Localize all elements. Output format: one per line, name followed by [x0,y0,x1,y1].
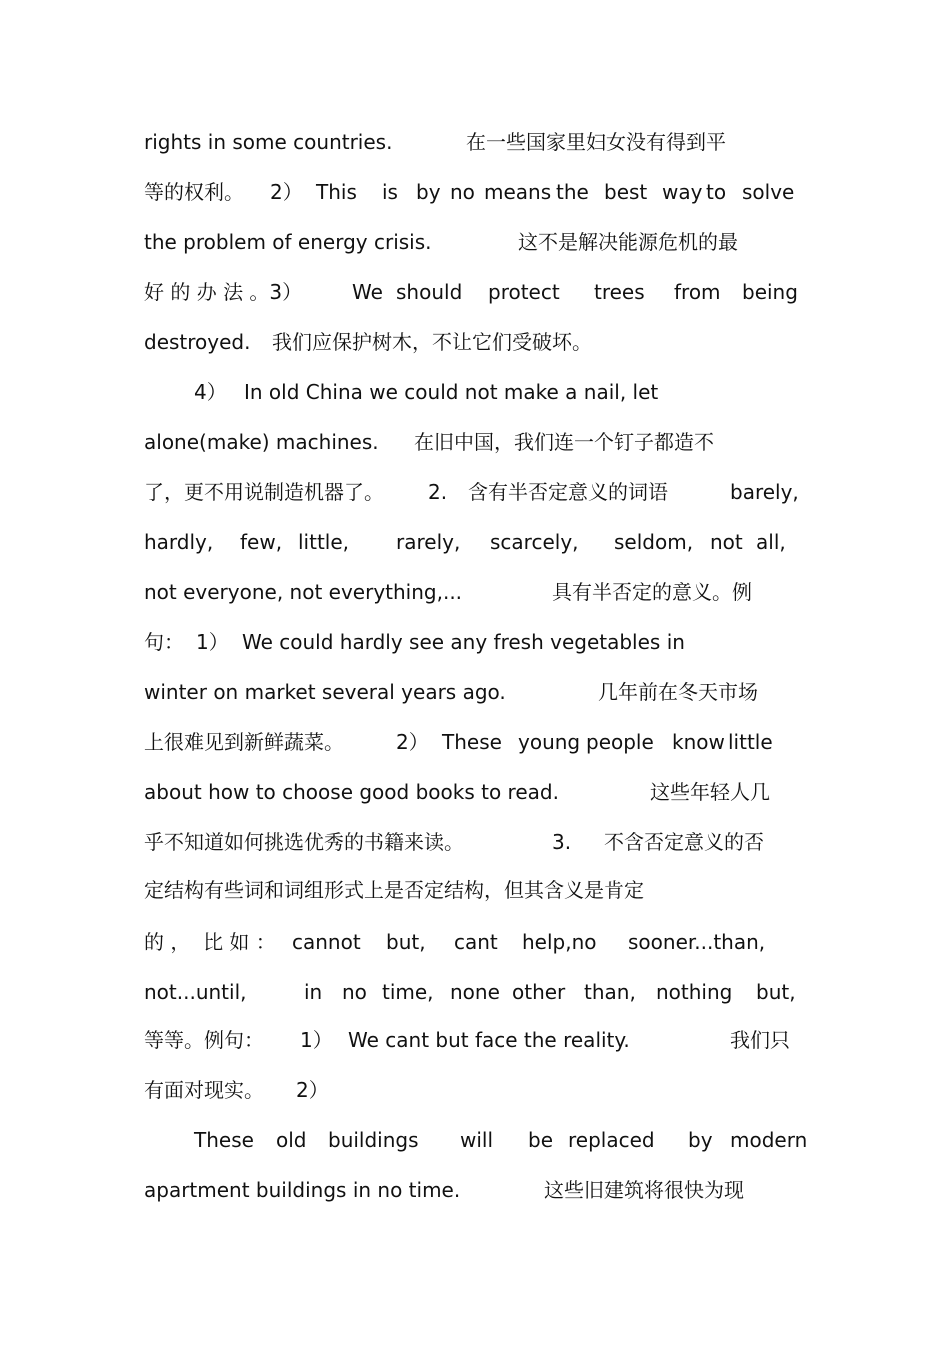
text-segment: being [742,280,798,304]
text-segment: 这些旧建筑将很快为现 [544,1178,744,1202]
text-segment: help,no [522,930,597,954]
text-segment: 这些年轻人几 [650,780,770,804]
text-segment: This [316,180,357,204]
text-segment: 这不是解决能源危机的最 [518,230,738,254]
text-segment: little [728,730,773,754]
text-segment: We could hardly see any fresh vegetables in [242,630,685,654]
text-segment: 有面对现实。 [144,1078,264,1102]
text-segment: than, [584,980,636,1004]
text-segment: seldom, [614,530,694,554]
text-segment: barely, [730,480,799,504]
text-segment: the problem of energy crisis. [144,230,432,254]
text-segment: buildings [328,1128,419,1152]
text-segment: 3. [552,830,572,854]
text-segment: old [276,1128,307,1152]
text-segment: 1） [196,630,229,654]
text-segment: scarcely, [490,530,579,554]
text-segment: is [382,180,398,204]
text-segment: hardly, [144,530,214,554]
text-segment: 我们只 [730,1028,790,1052]
text-segment: apartment buildings in no time. [144,1178,461,1202]
text-segment: 了，更不用说制造机器了。 [144,480,384,504]
text-segment: We [352,280,383,304]
text-segment: young [518,730,581,754]
text-segment: 4） [194,380,227,404]
text-segment: 上很难见到新鲜蔬菜。 [144,730,344,754]
text-segment: be [528,1128,553,1152]
text-segment: 的 ， 比 如 ： [144,930,276,954]
text-segment: protect [488,280,560,304]
text-segment: little, [298,530,350,554]
text-segment: 句： [144,630,184,654]
text-segment: 好 的 办 法 。3） [144,280,303,304]
text-segment: 2） [296,1078,329,1102]
text-segment: 定结构有些词和词组形式上是否定结构，但其含义是肯定 [144,878,644,902]
text-segment: trees [594,280,645,304]
text-segment: by [688,1128,713,1152]
text-segment: 不含否定意义的否 [604,830,764,854]
text-segment: 具有半否定的意义。例 [552,580,752,604]
text-segment: about how to choose good books to read. [144,780,559,804]
text-segment: 2） [270,180,303,204]
text-segment: not [710,530,743,554]
text-segment: 含有半否定意义的词语 [468,480,668,504]
text-segment: winter on market several years ago. [144,680,506,704]
text-segment: sooner...than, [628,930,766,954]
text-segment: nothing [656,980,733,1004]
text-segment: from [674,280,721,304]
text-segment: 2） [396,730,429,754]
text-segment: way [662,180,703,204]
text-segment: time, [382,980,434,1004]
text-segment: means [484,180,552,204]
text-segment: 等等。例句： [144,1028,264,1052]
text-segment: modern [730,1128,808,1152]
text-segment: 等的权利。 [144,180,244,204]
text-segment: 在一些国家里妇女没有得到平 [466,130,726,154]
text-segment: few, [240,530,283,554]
text-segment: by [416,180,441,204]
text-segment: but, [756,980,796,1004]
text-segment: rights in some countries. [144,130,393,154]
text-segment: These [442,730,502,754]
text-segment: in [304,980,323,1004]
text-segment: 乎不知道如何挑选优秀的书籍来读。 [144,830,464,854]
text-segment: to [706,180,727,204]
text-segment: alone(make) machines. [144,430,379,454]
text-segment: 2. [428,480,448,504]
text-segment: best [604,180,648,204]
text-segment: We cant but face the reality. [348,1028,630,1052]
text-segment: the [556,180,589,204]
text-segment: These [194,1128,254,1152]
text-segment: 我们应保护树木，不让它们受破坏。 [272,330,592,354]
text-segment: 几年前在冬天市场 [598,680,758,704]
text-segment: all, [756,530,786,554]
text-segment: no [342,980,367,1004]
text-segment: people [586,730,654,754]
text-segment: 1） [300,1028,333,1052]
text-segment: but, [386,930,426,954]
text-segment: 在旧中国，我们连一个钉子都造不 [414,430,714,454]
text-segment: solve [742,180,795,204]
text-segment: destroyed. [144,330,251,354]
text-segment: none [450,980,500,1004]
text-segment: rarely, [396,530,461,554]
text-segment: know [672,730,725,754]
text-segment: cant [454,930,498,954]
text-segment: no [450,180,475,204]
text-segment: not...until, [144,980,247,1004]
text-segment: other [512,980,566,1004]
text-segment: should [396,280,463,304]
text-segment: In old China we could not make a nail, let [244,380,659,404]
text-segment: not everyone, not everything,... [144,580,463,604]
text-segment: will [460,1128,494,1152]
text-segment: replaced [568,1128,655,1152]
text-segment: cannot [292,930,361,954]
